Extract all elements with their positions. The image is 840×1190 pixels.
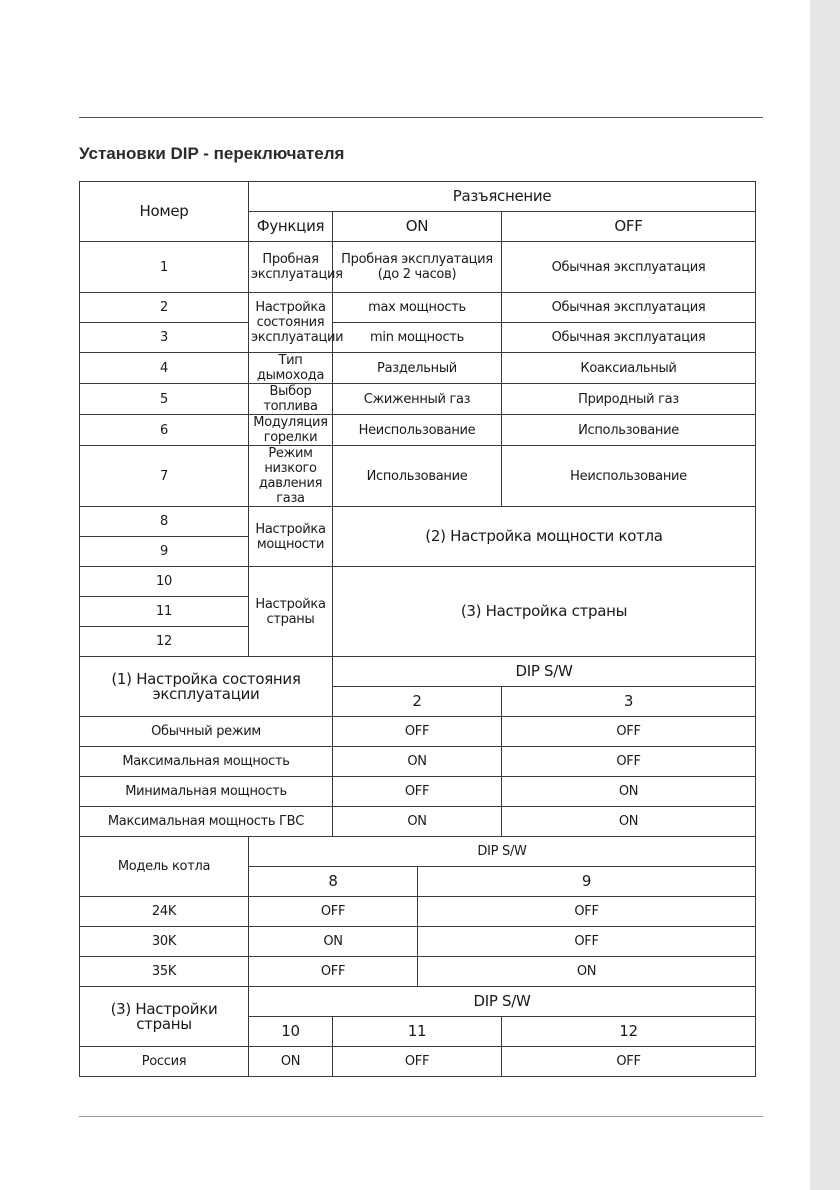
dip-number: 12: [80, 627, 249, 657]
table-row: [80, 415, 756, 446]
dip-explanation: (2) Настройка мощности котла: [333, 507, 756, 567]
model-table-title: Модель котла: [80, 837, 249, 897]
dip-on-value: Сжиженный газ: [333, 384, 502, 415]
country-col-10: 10: [249, 1017, 333, 1047]
dip-function: Режим низкого давления газа: [249, 446, 333, 507]
model-label: 24K: [80, 897, 249, 927]
operation-sw2: ON: [333, 747, 502, 777]
dip-number: 3: [80, 323, 249, 353]
operation-sw3: OFF: [502, 717, 756, 747]
table-row: [80, 353, 756, 384]
operation-sw3: ON: [502, 807, 756, 837]
operation-mode-label: Минимальная мощность: [80, 777, 333, 807]
dip-number: 10: [80, 567, 249, 597]
table-row: [80, 323, 756, 353]
country-label: Россия: [80, 1047, 249, 1077]
model-col-8: 8: [249, 867, 418, 897]
country-dip-header: DIP S/W: [249, 987, 756, 1017]
table-row: [80, 384, 756, 415]
model-dip-header: DIP S/W: [249, 837, 756, 867]
country-col-12: 12: [502, 1017, 756, 1047]
header-function: Функция: [249, 212, 333, 242]
table-row: [80, 717, 756, 747]
header-number: Номер: [80, 182, 249, 242]
header-off: OFF: [502, 212, 756, 242]
model-sw9: OFF: [418, 897, 756, 927]
model-label: 30K: [80, 927, 249, 957]
dip-on-value: Раздельный: [333, 353, 502, 384]
table-row: [80, 242, 756, 293]
dip-off-value: Неиспользование: [502, 446, 756, 507]
dip-off-value: Обычная эксплуатация: [502, 323, 756, 353]
dip-function: Настройка состояния эксплуатации: [249, 293, 333, 353]
table-row: [80, 567, 756, 597]
dip-off-value: Использование: [502, 415, 756, 446]
model-sw8: OFF: [249, 957, 418, 987]
header-rule: [79, 117, 763, 118]
country-sw12: OFF: [502, 1047, 756, 1077]
table-row: [80, 182, 756, 212]
dip-number: 2: [80, 293, 249, 323]
dip-number: 7: [80, 446, 249, 507]
dip-off-value: Природный газ: [502, 384, 756, 415]
model-sw8: ON: [249, 927, 418, 957]
page-side-strip: [810, 0, 840, 1190]
dip-on-value: Неиспользование: [333, 415, 502, 446]
operation-sw2: OFF: [333, 777, 502, 807]
dip-number: 9: [80, 537, 249, 567]
model-label: 35K: [80, 957, 249, 987]
dip-off-value: Обычная эксплуатация: [502, 242, 756, 293]
table-row: [80, 507, 756, 537]
table-row: [80, 927, 756, 957]
country-table-title: (3) Настройки страны: [80, 987, 249, 1047]
table-row: [80, 293, 756, 323]
dip-number: 6: [80, 415, 249, 446]
dip-on-value: min мощность: [333, 323, 502, 353]
operation-dip-header: DIP S/W: [333, 657, 756, 687]
dip-on-value: max мощность: [333, 293, 502, 323]
operation-mode-label: Максимальная мощность ГВС: [80, 807, 333, 837]
dip-function: Модуляция горелки: [249, 415, 333, 446]
operation-sw3: ON: [502, 777, 756, 807]
dip-settings-table: [79, 181, 756, 1077]
table-row: [80, 657, 756, 687]
operation-sw2: ON: [333, 807, 502, 837]
country-sw11: OFF: [333, 1047, 502, 1077]
table-row: [80, 807, 756, 837]
operation-col-2: 2: [333, 687, 502, 717]
dip-function: Тип дымохода: [249, 353, 333, 384]
dip-number: 1: [80, 242, 249, 293]
model-col-9: 9: [418, 867, 756, 897]
dip-on-value: Пробная эксплуатация (до 2 часов): [333, 242, 502, 293]
table-row: [80, 446, 756, 507]
dip-function: Настройка страны: [249, 567, 333, 657]
dip-on-value: Использование: [333, 446, 502, 507]
page-title: Установки DIP - переключателя: [79, 144, 345, 163]
table-row: [80, 897, 756, 927]
table-row: [80, 987, 756, 1017]
operation-sw3: OFF: [502, 747, 756, 777]
model-sw8: OFF: [249, 897, 418, 927]
table-row: [80, 837, 756, 867]
dip-function: Настройка мощности: [249, 507, 333, 567]
operation-col-3: 3: [502, 687, 756, 717]
dip-number: 5: [80, 384, 249, 415]
table-row: [80, 1047, 756, 1077]
table-row: [80, 777, 756, 807]
country-col-11: 11: [333, 1017, 502, 1047]
footer-rule: [79, 1116, 763, 1117]
dip-number: 8: [80, 507, 249, 537]
dip-number: 4: [80, 353, 249, 384]
operation-sw2: OFF: [333, 717, 502, 747]
header-on: ON: [333, 212, 502, 242]
dip-off-value: Коаксиальный: [502, 353, 756, 384]
table-row: [80, 957, 756, 987]
model-sw9: ON: [418, 957, 756, 987]
dip-function: Пробная эксплуатация: [249, 242, 333, 293]
dip-number: 11: [80, 597, 249, 627]
dip-explanation: (3) Настройка страны: [333, 567, 756, 657]
operation-mode-label: Обычный режим: [80, 717, 333, 747]
header-explanation: Разъяснение: [249, 182, 756, 212]
table-row: [80, 747, 756, 777]
dip-off-value: Обычная эксплуатация: [502, 293, 756, 323]
operation-mode-label: Максимальная мощность: [80, 747, 333, 777]
dip-function: Выбор топлива: [249, 384, 333, 415]
country-sw10: ON: [249, 1047, 333, 1077]
operation-table-title: (1) Настройка состояния эксплуатации: [80, 657, 333, 717]
model-sw9: OFF: [418, 927, 756, 957]
